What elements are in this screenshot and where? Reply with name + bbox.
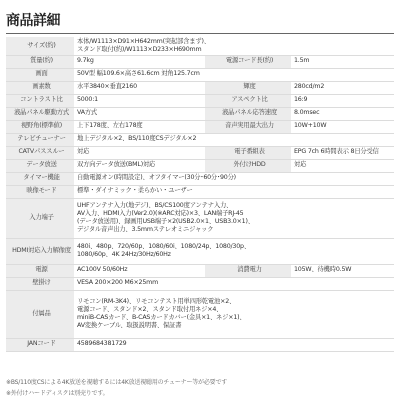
spec-value-line: miniB-CASカード、B-CASカードカバー(金具×1、ネジ×1)、 [77, 314, 246, 321]
spec-label: 電源コード長(約) [205, 55, 291, 68]
spec-label: 視野角(標準値) [6, 120, 74, 133]
spec-label: 輝度 [205, 81, 291, 94]
spec-row [6, 55, 394, 68]
title-divider [6, 33, 394, 34]
spec-row [6, 81, 394, 94]
spec-value: 10W+10W [291, 120, 394, 133]
spec-row [6, 264, 394, 277]
spec-value: EPG 7ch 6時間表示 8日分受信 [291, 146, 394, 159]
spec-label: 液晶パネル応答速度 [205, 107, 291, 120]
spec-label: アスペクト比 [205, 94, 291, 107]
spec-label: HDMI対応入力解像度 [6, 238, 74, 264]
spec-label: 画面 [6, 68, 74, 81]
spec-value: 16:9 [291, 94, 394, 107]
spec-value [74, 290, 394, 338]
spec-value-line: UHFアンテナ入力(地デジ)、BS/CS100度アンテナ入力、 [77, 201, 233, 209]
spec-row [6, 94, 394, 107]
spec-value: 標準・ダイナミック・柔らかい・ユーザー [74, 185, 394, 198]
spec-table [6, 37, 394, 352]
spec-value: 自動電源オン(時間設定)、オフタイマー(30分･60分･90分) [74, 172, 394, 185]
spec-value: 1.5m [291, 55, 394, 68]
spec-label: コントラスト比 [6, 94, 74, 107]
page-title: 商品詳細 [6, 13, 60, 29]
spec-label: JANコード [6, 338, 74, 351]
spec-label: 画素数 [6, 81, 74, 94]
spec-value [74, 37, 394, 55]
spec-label: 音声実用最大出力 [205, 120, 291, 133]
spec-label: 質量(約) [6, 55, 74, 68]
spec-value: 9.7kg [74, 55, 205, 68]
spec-value-line: スタンド取付(約)/W1113×D233×H690mm [77, 45, 202, 53]
spec-label: データ放送 [6, 159, 74, 172]
spec-row [6, 172, 394, 185]
spec-label: 外付けHDD [205, 159, 291, 172]
spec-value-line: 電源コード、スタンド×2、スタンド取付用ネジ×4、 [77, 305, 223, 313]
spec-value-line: 480i、480p、720/60p、1080/60i、1080/24p、1080/30p、 [77, 242, 250, 250]
spec-value [74, 238, 394, 264]
spec-label: 付属品 [6, 290, 74, 338]
spec-value: 5000:1 [74, 94, 205, 107]
spec-row [6, 159, 394, 172]
spec-label: 壁掛け [6, 277, 74, 290]
spec-value: 双方向データ放送(BML)対応 [74, 159, 205, 172]
spec-row [6, 198, 394, 238]
spec-value: 地上デジタル×2、BS/110度CSデジタル×2 [74, 133, 394, 146]
spec-label: テレビチューナー [6, 133, 74, 146]
spec-value: VESA 200×200 M6×25mm [74, 277, 394, 290]
spec-label: 液晶パネル駆動方式 [6, 107, 74, 120]
spec-label: 電源 [6, 264, 74, 277]
spec-value: VA方式 [74, 107, 205, 120]
spec-value: 105W、待機時0.5W [291, 264, 394, 277]
spec-value: 対応 [74, 146, 205, 159]
spec-row [6, 107, 394, 120]
spec-row [6, 133, 394, 146]
footnote-4k-tuner: ※BS/110度CSによる4K放送を視聴するには4K放送視聴用のチューナー等が必要です [6, 379, 228, 386]
spec-row [6, 290, 394, 338]
spec-value-line: リモコン(RM-3K4)、リモコンテスト用単四形乾電池×2、 [77, 297, 236, 305]
spec-value [74, 198, 394, 238]
spec-value-line: 本体/W1113×D91×H642mm(突起部含まず)、 [77, 37, 210, 45]
spec-row [6, 338, 394, 351]
spec-value: 280cd/m2 [291, 81, 394, 94]
footnote-hdd: ※外付けハードディスクは別売りです。 [6, 390, 109, 397]
spec-value-line: (データ放送用)、録画用USB端子×2(USB2.0×1、USB3.0×1)、 [77, 218, 254, 225]
spec-value: 上下178度、左右178度 [74, 120, 205, 133]
spec-row [6, 146, 394, 159]
spec-label: 映像モード [6, 185, 74, 198]
spec-value: 対応 [291, 159, 394, 172]
spec-value: 50V型 幅109.6×高さ61.6cm 対角125.7cm [74, 68, 394, 81]
spec-row [6, 238, 394, 264]
spec-value-line: デジタル音声出力、3.5mmステレオミニジャック [77, 226, 214, 234]
spec-row [6, 277, 394, 290]
spec-value: 8.0msec [291, 107, 394, 120]
spec-label: CATVパススルー [6, 146, 74, 159]
spec-value-line: AV入力、HDMI入力(Ver2.0)(※ARC対応)×3、LAN端子RJ-45 [77, 209, 244, 217]
spec-value: AC100V 50/60Hz [74, 264, 205, 277]
spec-label: 消費電力 [205, 264, 291, 277]
spec-row [6, 37, 394, 55]
spec-label: サイズ(約) [6, 37, 74, 55]
spec-label: 入力端子 [6, 198, 74, 238]
spec-label: 電子番組表 [205, 146, 291, 159]
spec-value-line: AV変換ケーブル、取扱説明書、保証書 [77, 322, 182, 330]
spec-row [6, 185, 394, 198]
spec-value: 水平3840×垂直2160 [74, 81, 205, 94]
spec-row [6, 120, 394, 133]
spec-label: タイマー機能 [6, 172, 74, 185]
spec-value-line: 1080/60p、4K 24Hz/30Hz/60Hz [77, 251, 171, 258]
spec-value: 4589684381729 [74, 338, 394, 351]
spec-row [6, 68, 394, 81]
